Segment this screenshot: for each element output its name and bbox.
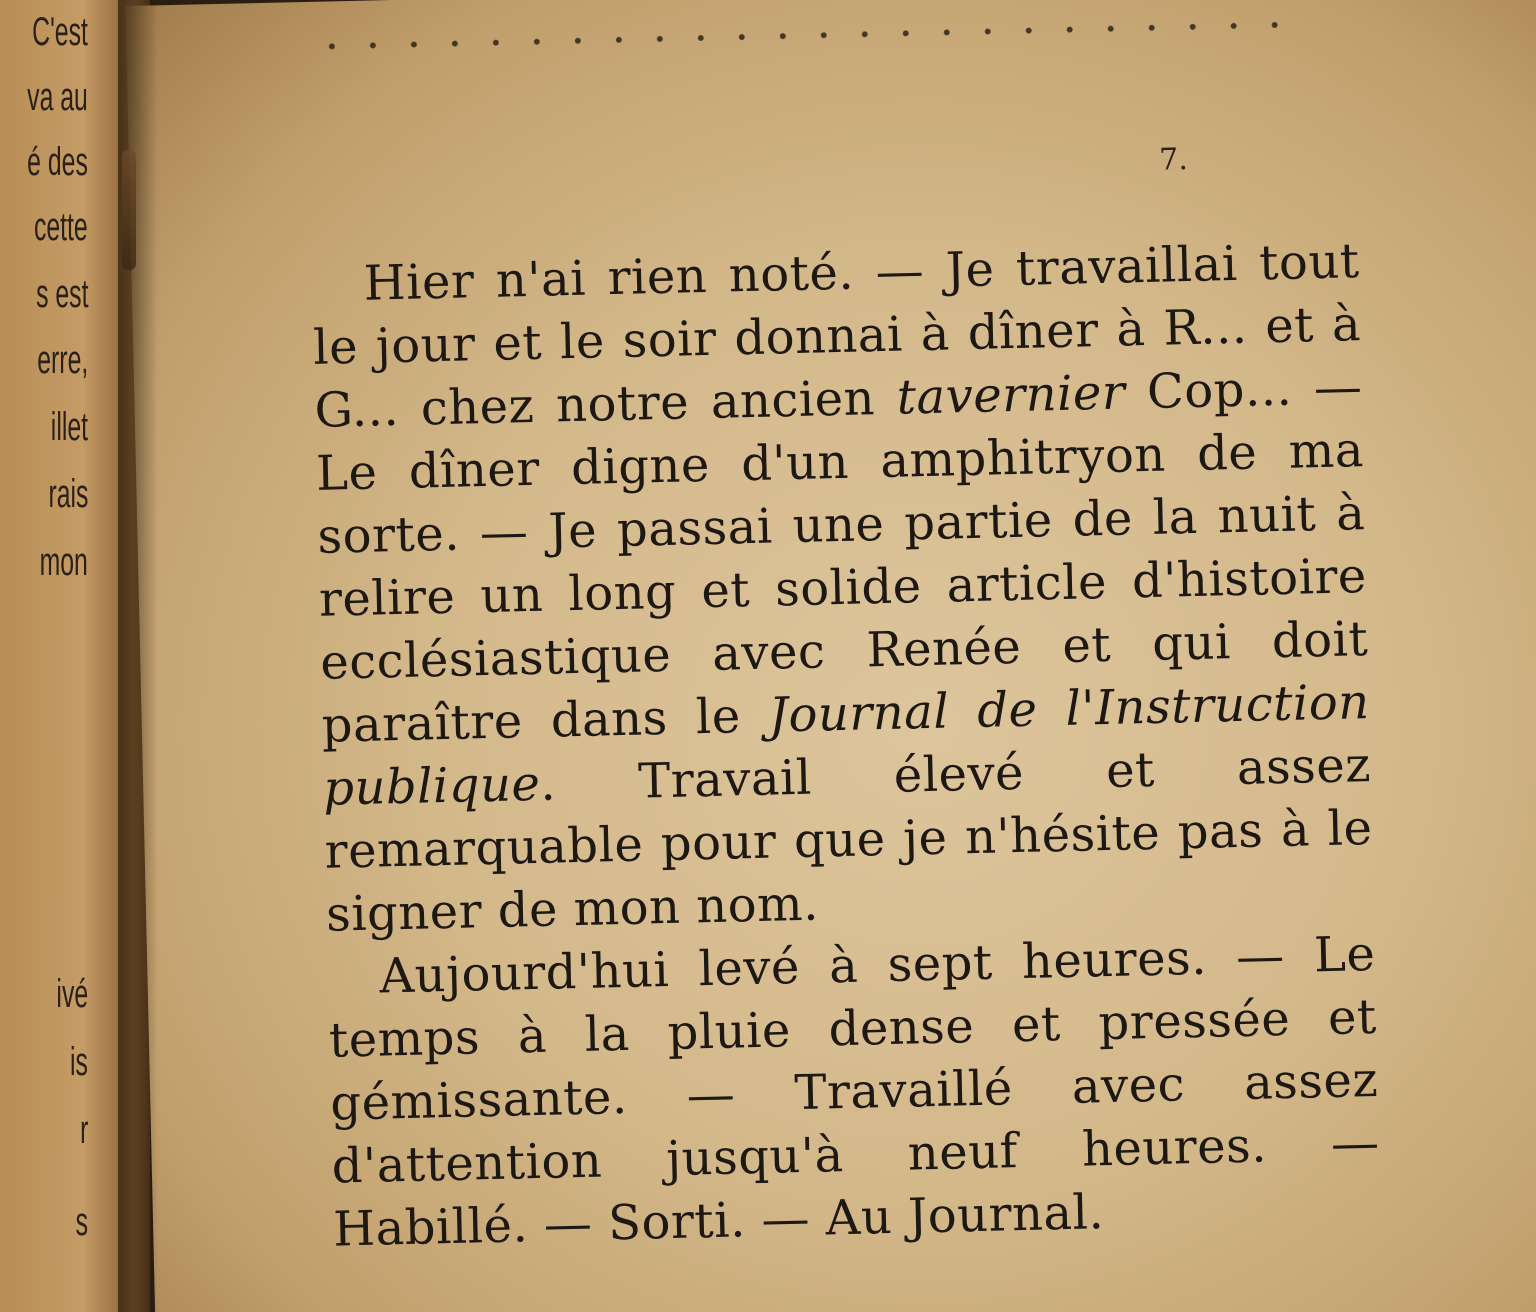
paragraph-1-text-b: Cop... — Le dîner digne d'un amphitryon de ma sorte. — Je passai une partie de la nuit à relire un long et solide article d'histoire ecclésiastique avec Renée et qui doit paraître dans le [315,359,1369,754]
left-page-word: cette [34,205,88,249]
page-number: 7. [1158,141,1189,178]
left-page-word: r [79,1108,88,1152]
body-text [311,230,1382,1262]
paragraph-1 [311,230,1374,947]
left-page-word: va au [27,75,88,119]
left-page-word: mon [39,540,88,584]
paragraph-1-text-a: Hier n'ai rien noté. — Je travaillai tout le jour et le soir donnai à dîner à R... et à G... chez notre ancien [312,233,1362,439]
italic-tavernier: tavernier [896,364,1126,426]
right-page [125,0,1536,1312]
left-page-word: s [75,1200,88,1244]
left-page-word: ivé [56,972,88,1016]
left-page-word: illet [50,405,88,449]
left-page-word: erre, [37,338,88,382]
binding-stitch [122,150,136,270]
italic-journal-title: Journal de l'Instruction publique [322,674,1371,817]
paragraph-2: Aujourd'hui levé à sept heures. — Le temps à la pluie dense et pressée et gémissante. — Travaillé avec assez d'attention jusqu'à neuf heures. — Habillé. — Sorti. — Au Journal. [328,925,1381,1258]
dotted-rule [311,14,1301,56]
left-page-word: s est [35,272,88,316]
paragraph-1-text-c: . Travail élevé et assez remarquable pour que je n'hésite pas à le signer de mon nom. [324,736,1374,943]
left-page-word: rais [48,472,88,516]
left-page-word: C'est [32,10,88,54]
left-page-word: is [70,1040,88,1084]
left-page-word: é des [27,140,88,184]
